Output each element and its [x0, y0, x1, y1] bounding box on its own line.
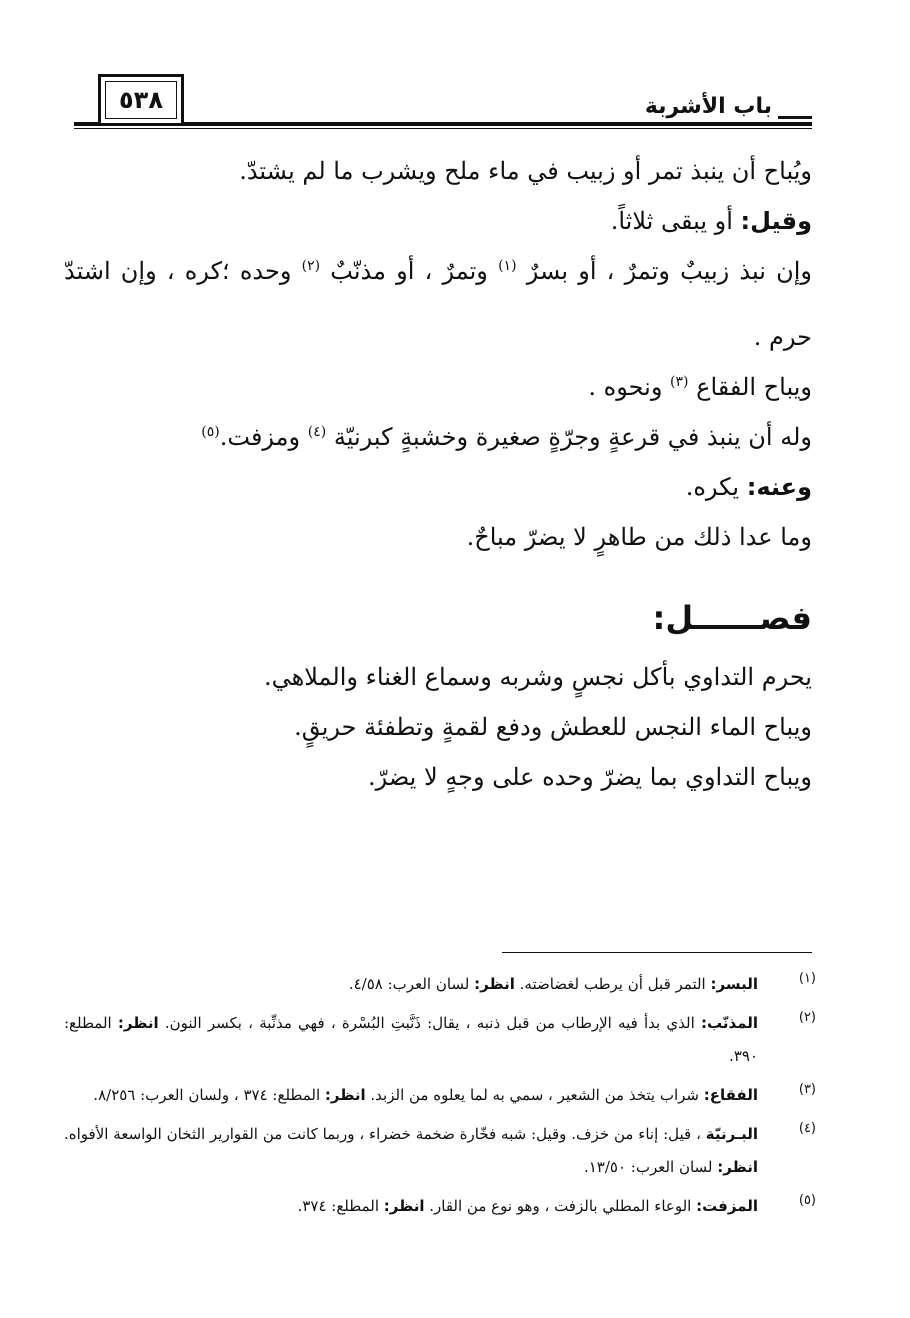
footnote-ref[interactable]: (٥): [201, 424, 220, 440]
text-span: ونحوه .: [588, 373, 671, 401]
text-span: التمر قبل أن يرطب لغضاضته.: [514, 975, 711, 993]
footnote: [64, 1190, 816, 1223]
see-label: انظر:: [324, 1086, 366, 1104]
text-line: [64, 246, 812, 296]
text-span: يكره.: [685, 473, 747, 501]
text-span: وإن نبذ زبيبٌ وتمرٌ ، أو بسرٌ: [526, 257, 813, 285]
main-text: [64, 146, 812, 802]
footnote-text: [64, 1007, 758, 1073]
footnote-number: (٥): [798, 1193, 816, 1208]
opinion-label: وعنه:: [746, 473, 812, 501]
see-label: انظر:: [383, 1197, 425, 1215]
footnote: [64, 1007, 816, 1073]
footnote-number: (٢): [798, 1010, 816, 1025]
text-span: ويباح التداوي بما يضرّ وحده على وجهٍ لا يضرّ.: [367, 763, 812, 791]
footnote-term: البـرنيّة: [705, 1125, 758, 1143]
footnote-term: المزفت:: [696, 1197, 758, 1215]
text-line: [64, 312, 812, 362]
see-label: انظر:: [117, 1014, 159, 1032]
text-line: [64, 752, 812, 802]
text-line: [64, 652, 812, 702]
text-line: [64, 462, 812, 512]
text-span: وله أن ينبذ في قرعةٍ وجرّةٍ صغيرة وخشبةٍ كبرنيّة: [333, 423, 812, 451]
footnote-number: (٣): [798, 1082, 816, 1097]
page-header: [74, 74, 812, 134]
footnote-term: الفقاع:: [703, 1086, 758, 1104]
text-span: يحرم التداوي بأكل نجسٍ وشربه وسماع الغناء والملاهي.: [263, 663, 812, 691]
footnote-text: [64, 1118, 758, 1184]
footnote-ref[interactable]: (١): [498, 258, 517, 274]
footnote-ref[interactable]: (٣): [670, 374, 689, 390]
footnote: [64, 1079, 816, 1112]
text-span: شراب يتخذ من الشعير ، سمي به لما يعلوه من الزبد.: [365, 1086, 704, 1104]
text-line: [64, 412, 812, 462]
footnote-number: (٤): [798, 1121, 816, 1136]
footnote: [64, 968, 816, 1001]
text-span: ويباح الفقاع: [696, 373, 812, 401]
text-span: ويباح الماء النجس للعطش ودفع لقمةٍ وتطفئة حريقٍ.: [294, 713, 812, 741]
header-rule-thin: [74, 128, 812, 129]
header-rule: [74, 122, 812, 126]
text-span: وتمرٌ ، أو مذنّبٌ: [330, 257, 499, 285]
running-title: باب الأشربة: [639, 92, 778, 122]
footnote-text: [64, 1079, 758, 1112]
footnote: [64, 1118, 816, 1184]
section-heading: فصــــــل:: [652, 599, 812, 637]
text-span: وما عدا ذلك من طاهرٍ لا يضرّ مباحٌ.: [466, 523, 812, 551]
text-line: [64, 362, 812, 412]
text-span: ، قيل: إناء من خزف. وقيل: شبه فخّارة ضخمة خضراء ، وربما كانت من القوارير الثخان الواسعة الأفواه.: [64, 1125, 706, 1143]
footnote-ref[interactable]: (٤): [307, 424, 327, 440]
text-span: المطلع: ٣٧٤ ، ولسان العرب: ٨/٢٥٦.: [93, 1086, 325, 1104]
text-span: المطلع: ٣٩٠.: [64, 1014, 758, 1065]
text-span: الوعاء المطلي بالزفت ، وهو نوع من القار.: [424, 1197, 697, 1215]
footnote-number: (١): [798, 971, 816, 986]
text-span: المطلع: ٣٧٤.: [297, 1197, 384, 1215]
text-span: لسان العرب: ١٣/٥٠.: [583, 1158, 718, 1176]
opinion-label: وقيل:: [740, 207, 812, 235]
header-dash: [778, 116, 812, 119]
footnote-text: [64, 968, 758, 1001]
see-label: انظر:: [717, 1158, 758, 1176]
footnote-term: البسر:: [710, 975, 758, 993]
see-label: انظر:: [474, 975, 515, 993]
footnote-separator: [502, 952, 812, 953]
footnote-term: المذنّب:: [700, 1014, 758, 1032]
text-span: حرم .: [753, 323, 812, 351]
text-line: [64, 512, 812, 562]
text-line: [64, 196, 812, 246]
text-span: أو يبقى ثلاثاً.: [610, 207, 741, 235]
text-span: ويُباح أن ينبذ تمر أو زبيب في ماء ملح ويشرب ما لم يشتدّ.: [239, 157, 812, 185]
text-line: [64, 702, 812, 752]
text-span: وحده ؛كره ، وإن اشتدّ: [64, 257, 302, 285]
footnote-ref[interactable]: (٢): [301, 258, 321, 274]
text-line: [64, 146, 812, 196]
text-span: لسان العرب: ٤/٥٨.: [348, 975, 475, 993]
text-span: ومزفت.: [219, 423, 308, 451]
footnotes: [64, 968, 816, 1229]
footnote-text: [64, 1190, 758, 1223]
text-span: الذي بدأ فيه الإرطاب من قبل ذنبه ، يقال: ذَنَّبتِ البُسْرة ، فهي مذنِّبة ، بكسر النون.: [158, 1014, 701, 1032]
page-number: ٥٣٨: [98, 74, 184, 126]
